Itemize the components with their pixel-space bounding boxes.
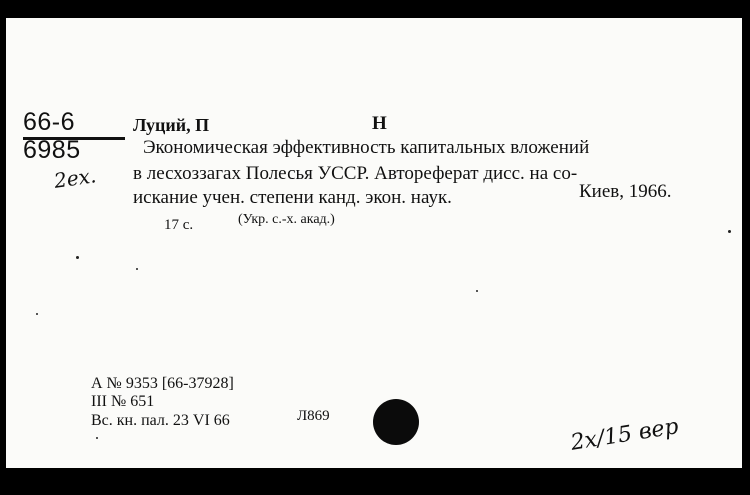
catalog-card xyxy=(6,18,742,468)
title-line-2: в лесхоззагах Полесья УССР. Автореферат дисс. на со- xyxy=(133,163,578,184)
speck xyxy=(96,437,98,439)
print-code: Л869 xyxy=(297,408,330,424)
speck xyxy=(728,230,731,233)
bookkeeping-line: Вс. кн. пал. 23 VI 66 xyxy=(91,412,230,429)
speck xyxy=(36,313,38,315)
speck xyxy=(136,268,138,270)
shelf-number: III № 651 xyxy=(91,393,155,410)
page-count: 17 с. xyxy=(164,217,194,233)
title-line-3: искание учен. степени канд. экон. наук. xyxy=(133,187,452,208)
call-number-bottom: 6985 xyxy=(23,136,81,164)
speck xyxy=(76,256,79,259)
call-number-top: 66-6 xyxy=(23,108,76,136)
accession-number: А № 9353 [66-37928] xyxy=(91,375,234,392)
speck xyxy=(476,290,478,292)
handwritten-note: 2x/15 вер xyxy=(568,414,681,456)
place-year: Киев, 1966. xyxy=(579,181,672,202)
filing-letter: Н xyxy=(372,113,387,134)
punch-hole xyxy=(373,399,419,445)
institution: (Укр. с.-х. акад.) xyxy=(238,212,335,227)
author-name: Луций, П xyxy=(133,115,210,135)
title-line-1: Экономическая эффективность капитальных вложений xyxy=(143,137,590,158)
handwritten-mark: 2ex. xyxy=(52,163,98,193)
